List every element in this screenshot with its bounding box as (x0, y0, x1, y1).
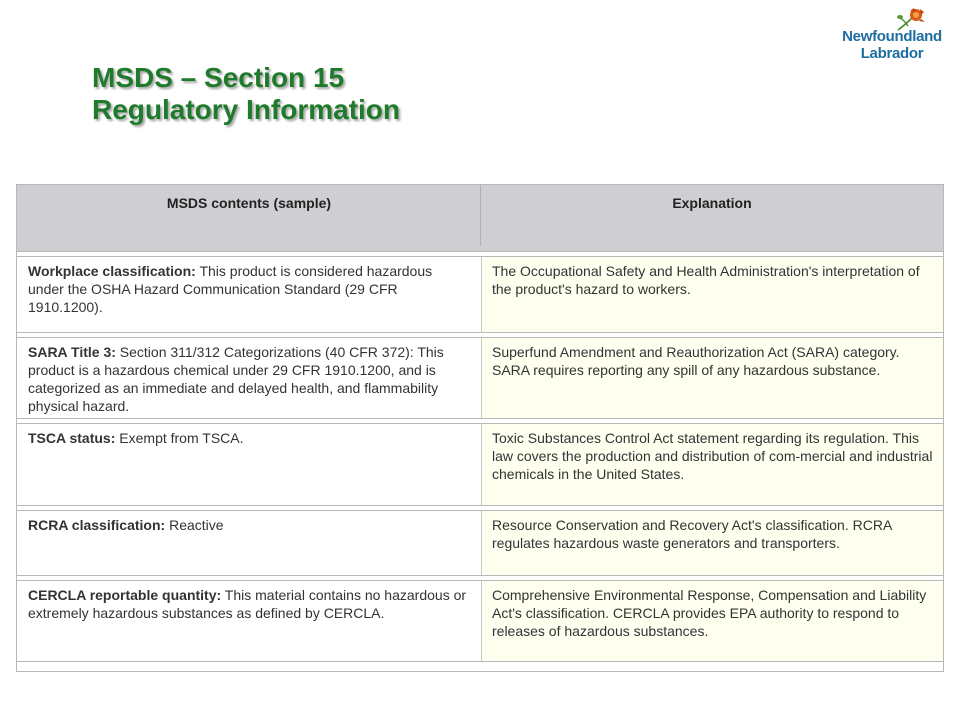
row-label: RCRA classification: (28, 517, 166, 533)
row-text: Reactive (165, 517, 224, 533)
table-row-rcra (17, 511, 943, 575)
row-content (17, 257, 481, 332)
row-text: This product is considered hazardous under the OSHA Hazard Communication Standard (29 CFR 1910.1200). (28, 263, 433, 315)
row-explanation: Resource Conservation and Recovery Act's classification. RCRA regulates hazardous waste generators and transporters. (481, 511, 943, 575)
row-label: CERCLA reportable quantity: (28, 587, 222, 603)
row-content (17, 511, 481, 575)
row-text: This material contains no hazardous or extremely hazardous substances as defined by CERCLA. (28, 587, 467, 621)
row-text: Exempt from TSCA. (115, 430, 244, 446)
row-explanation: The Occupational Safety and Health Administration's interpretation of the product's hazard to workers. (481, 257, 943, 332)
row-content (17, 338, 481, 418)
row-explanation: Comprehensive Environmental Response, Compensation and Liability Act's classification. CERCLA provides EPA authority to respond to releases of hazardous substances. (481, 581, 943, 661)
logo-text-line2: Labrador (860, 45, 924, 62)
row-content (17, 581, 481, 661)
header-explanation: Explanation (672, 195, 752, 211)
slide-title-line1: MSDS – Section 15 (92, 62, 345, 93)
row-text: Section 311/312 Categorizations (40 CFR 372): This product is a hazardous chemical under 29 CFR 1910.1200, and is categorized as an immediate and delayed health, and flammability physical hazard. (28, 344, 444, 414)
table-row-tsca (17, 424, 943, 505)
table-row-workplace (17, 257, 943, 332)
row-label: Workplace classification: (28, 263, 196, 279)
header-msds-contents: MSDS contents (sample) (166, 195, 332, 211)
table-header (17, 185, 943, 247)
table-row-sara (17, 338, 943, 418)
slide-title-line2: Regulatory Information (92, 94, 401, 125)
row-content (17, 424, 481, 505)
row-divider (17, 661, 943, 671)
row-label: TSCA status: (28, 430, 116, 446)
row-explanation: Toxic Substances Control Act statement regarding its regulation. This law covers the production and distribution of com-mercial and industrial chemicals in the United States. (481, 424, 943, 505)
table-row-cercla (17, 581, 943, 661)
slide-title (92, 62, 400, 126)
row-explanation: Superfund Amendment and Reauthorization Act (SARA) category. SARA requires reporting any spill of any hazardous substance. (481, 338, 943, 418)
row-label: SARA Title 3: (28, 344, 116, 360)
logo-text-line1: Newfoundland (842, 28, 942, 45)
msds-table (16, 184, 944, 672)
newfoundland-labrador-logo (836, 4, 948, 64)
